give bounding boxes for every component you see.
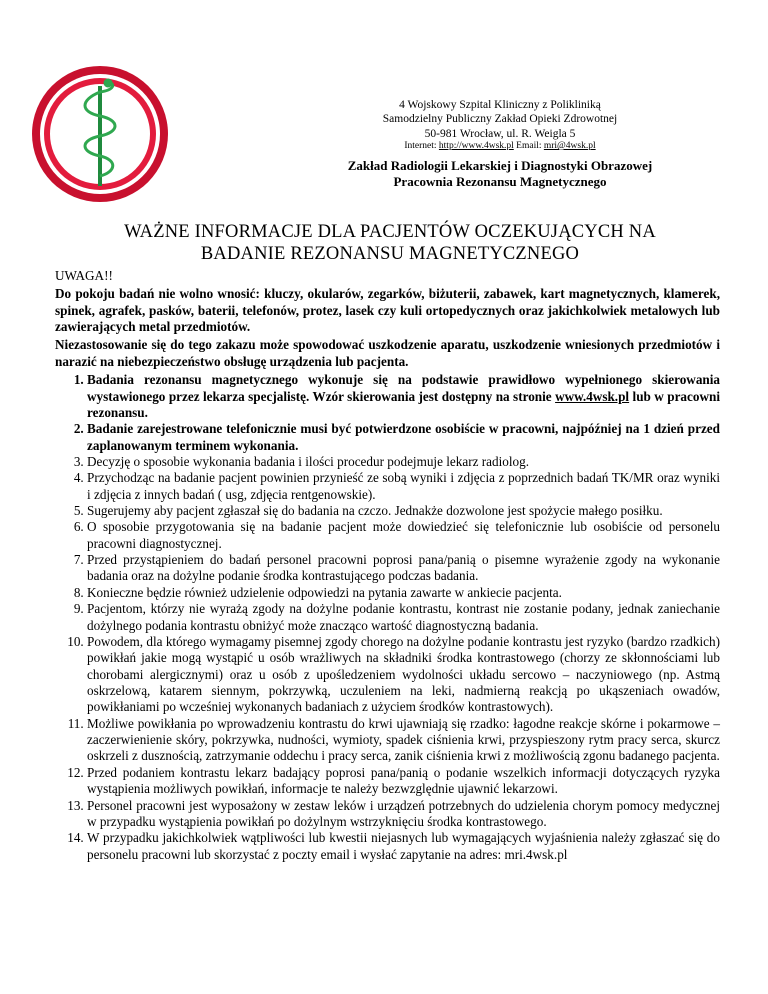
list-item: 5. Sugerujemy aby pacjent zgłaszał się do badania na czczo. Jednakże dozwolone jest spożycie małego posiłku. <box>87 503 720 519</box>
warning-consequence: Niezastosowanie się do tego zakazu może spowodować uszkodzenie aparatu, uszkodzenie wniesionych przedmiotów i narazić na niebezpieczeństwo obsługę urządzenia lub pacjenta. <box>55 337 720 369</box>
hospital-contacts: Internet: http://www.4wsk.pl Email: mri@4wsk.pl <box>404 141 596 152</box>
list-item: 8. Konieczne będzie również udzielenie odpowiedzi na pytania zawarte w ankiecie pacjenta. <box>87 585 720 601</box>
warning-paragraph: Do pokoju badań nie wolno wnosić: kluczy, okularów, zegarków, biżuterii, zabawek, kart magnetycznych, klamerek, spinek, agrafek, pasków, baterii, telefonów, protez, lasek czy kuli ortopedycznych oraz jakichkolwiek metalowych lub zawierających metal przedmiotów. <box>55 286 720 335</box>
department-header <box>270 158 730 191</box>
list-item: 14. W przypadku jakichkolwiek wątpliwości lub kwestii niejasnych lub wymagających wyjaśnienia należy zgłaszać się do personelu pracowni lub skorzystać z poczty email i wysłać zapytanie na adres: mri.4wsk.pl <box>87 830 720 863</box>
list-item: 1. Badania rezonansu magnetycznego wykonuje się na podstawie prawidłowo wypełnionego skierowania wystawionego przez lekarza specjalistę. Wzór skierowania jest dostępny na stronie www.4wsk.pl lub w pracowni rezonansu. <box>87 372 720 421</box>
list-item: 12. Przed podaniem kontrastu lekarz badający poprosi pana/panią o podanie wszelkich informacji dotyczących ryzyka wystąpienia możliwych powikłań, informacje te należy bezwzględnie ujawnić lekarzowi. <box>87 765 720 798</box>
list-item: 4. Przychodząc na badanie pacjent powinien przynieść ze sobą wyniki i zdjęcia z poprzednich badań TK/MR oraz wyniki i zdjęcia z innych badań ( usg, zdjęcia rentgenowskie). <box>87 470 720 503</box>
list-item: 2. Badanie zarejestrowane telefonicznie musi być potwierdzone osobiście w pracowni, najpóźniej na 1 dzień przed zaplanowanym terminem wykonania. <box>87 421 720 454</box>
list-item: 9. Pacjentom, którzy nie wyrażą zgody na dożylne podanie kontrastu, kontrast nie zostanie podany, jednak zaniechanie dożylnego podania kontrastu obniżyć może znacząco wartość diagnostyczną badania. <box>87 601 720 634</box>
list-item: 13. Personel pracowni jest wyposażony w zestaw leków i urządzeń potrzebnych do udzielenia chorym pomocy medycznej w przypadku wystąpienia powikłań po dożylnym wstrzyknięciu środka kontrastowego. <box>87 798 720 831</box>
hospital-logo <box>30 64 170 204</box>
hospital-address: 50-981 Wrocław, ul. R. Weigla 5 <box>424 127 576 140</box>
info-list <box>55 372 720 863</box>
warning-heading: UWAGA!! <box>55 268 113 283</box>
list-item: 6. O sposobie przygotowania się na badanie pacjent może dowiedzieć się telefonicznie lub osobiście od personelu pracowni diagnostycznej. <box>87 519 720 552</box>
email-link[interactable]: mri@4wsk.pl <box>543 141 596 152</box>
list-item: 7. Przed przystąpieniem do badań personel pracowni poprosi pana/panią o pisemne wyrażenie zgody na wykonanie badania oraz na dożylne podanie środka kontrastującego podczas badania. <box>87 552 720 585</box>
page-title: WAŻNE INFORMACJE DLA PACJENTÓW OCZEKUJĄCYCH NA BADANIE REZONANSU MAGNETYCZNEGO <box>124 222 656 264</box>
hospital-name: 4 Wojskowy Szpital Kliniczny z Polikliniką <box>399 99 601 111</box>
website-link[interactable]: www.4wsk.pl <box>555 388 630 404</box>
list-item: 11. Możliwe powikłania po wprowadzeniu kontrastu do krwi ujawniają się rzadko: łagodne reakcje skórne i pokarmowe – zaczerwienienie skóry, pokrzywka, nudności, wymioty, spadek ciśnienia krwi, przyspieszony rytm pracy serca, skurcz oskrzeli z dusznością, zatrzymanie oddechu i pracy serca, zanik ciśnienia krwi z możliwością zgonu badanego pacjenta. <box>87 716 720 765</box>
list-item: 3. Decyzję o sposobie wykonania badania i ilości procedur podejmuje lekarz radiolog. <box>87 454 720 470</box>
website-link[interactable]: http://www.4wsk.pl <box>438 141 514 152</box>
department-name: Zakład Radiologii Lekarskiej i Diagnostyki Obrazowej <box>347 158 653 173</box>
list-item: 10. Powodem, dla którego wymagamy pisemnej zgody chorego na dożylne podanie kontrastu jest ryzyko (bardzo rzadkich) powikłań jakie mogą wystąpić u osób wrażliwych na składniki środka kontrastowego (chorzy ze skłonnościami lub chorobami alergicznymi) oraz u osób z upośledzeniem wydolności układu sercowo – naczyniowego (np. Astmą oskrzelową, katarem siennym, pokrzywką, uczuleniem na leki, nadmierną reakcją po ukąszeniach owadów, powikłaniami po wcześniej wykonanych badaniach z użyciem środków kontrastowych). <box>87 634 720 716</box>
document-body <box>55 268 720 863</box>
hospital-header <box>300 98 700 153</box>
lab-name: Pracownia Rezonansu Magnetycznego <box>393 174 607 190</box>
hospital-subtitle: Samodzielny Publiczny Zakład Opieki Zdrowotnej <box>382 113 618 126</box>
